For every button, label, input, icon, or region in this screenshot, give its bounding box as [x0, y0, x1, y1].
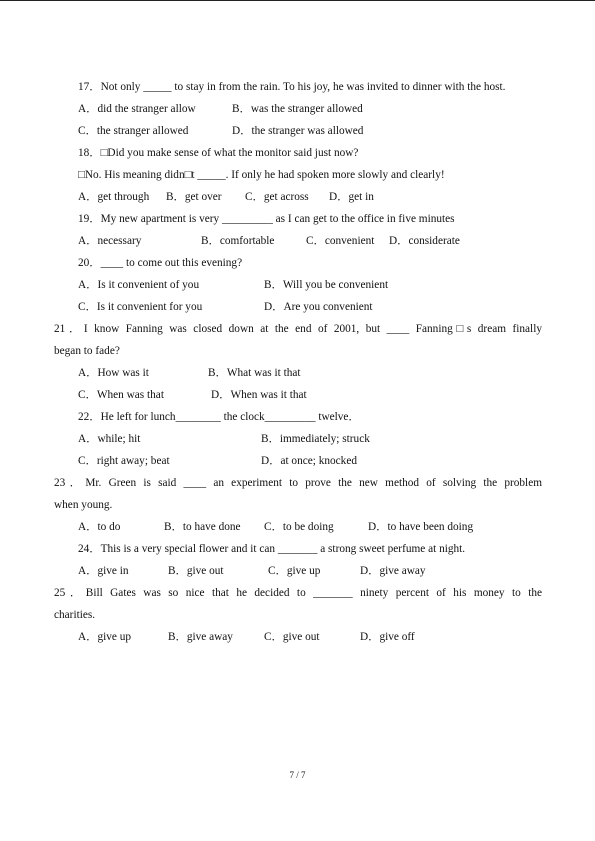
- option-c[interactable]: C．When was that: [78, 389, 164, 401]
- question-17-stem: 17．Not only _____ to stay in from the rain. To his joy, he was invited to dinner with the host.: [78, 81, 506, 93]
- option-d[interactable]: D．When was it that: [211, 389, 307, 401]
- option-a[interactable]: A．Is it convenient of you: [78, 279, 200, 291]
- page-number: 7 / 7: [289, 770, 306, 780]
- option-c[interactable]: C．right away; beat: [78, 455, 170, 467]
- top-rule: [0, 0, 595, 1]
- option-a[interactable]: A．to do: [78, 521, 121, 533]
- option-b[interactable]: B．give out: [168, 565, 224, 577]
- question-22-options-row1: [0, 428, 595, 450]
- option-b[interactable]: B．immediately; struck: [261, 433, 370, 445]
- option-c[interactable]: C．the stranger allowed: [78, 125, 189, 137]
- option-b[interactable]: B．What was it that: [208, 367, 301, 379]
- question-25-stem: 25．Bill Gates was so nice that he decided to _______ ninety percent of his money to the: [54, 587, 542, 599]
- option-a[interactable]: A．get through: [78, 191, 150, 203]
- option-b[interactable]: B．comfortable: [201, 235, 275, 247]
- question-19-options: [0, 230, 595, 252]
- option-c[interactable]: C．give out: [264, 631, 320, 643]
- option-a[interactable]: A．How was it: [78, 367, 149, 379]
- question-19-stem: 19．My new apartment is very _________ as I can get to the office in five minutes: [78, 213, 455, 225]
- option-b[interactable]: B．to have done: [164, 521, 241, 533]
- question-23-stem: 23．Mr. Green is said ____ an experiment to prove the new method of solving the problem: [54, 477, 542, 489]
- question-23-options: [0, 516, 595, 538]
- option-d[interactable]: D．at once; knocked: [261, 455, 357, 467]
- option-c[interactable]: C．give up: [268, 565, 321, 577]
- option-d[interactable]: D．Are you convenient: [264, 301, 373, 313]
- option-a[interactable]: A．give up: [78, 631, 132, 643]
- question-24-options: [0, 560, 595, 582]
- option-c[interactable]: C．convenient: [306, 235, 375, 247]
- option-d[interactable]: D．the stranger was allowed: [232, 125, 364, 137]
- option-a[interactable]: A．while; hit: [78, 433, 141, 445]
- question-25-options: [0, 626, 595, 648]
- question-20-options-row1: [0, 274, 595, 296]
- question-20-options-row2: [0, 296, 595, 318]
- option-a[interactable]: A．give in: [78, 565, 129, 577]
- option-d[interactable]: D．get in: [329, 191, 374, 203]
- option-c[interactable]: C．get across: [245, 191, 309, 203]
- question-24-stem: 24．This is a very special flower and it can _______ a strong sweet perfume at night.: [78, 543, 466, 555]
- question-23-stem-cont: when young.: [54, 499, 113, 511]
- option-b[interactable]: B．get over: [166, 191, 222, 203]
- question-18-stem: 18．□Did you make sense of what the monitor said just now?: [78, 147, 359, 159]
- option-b[interactable]: B．Will you be convenient: [264, 279, 389, 291]
- question-17-options-row2: [0, 120, 595, 142]
- question-18-dialogue: □No. His meaning didn□t _____. If only he had spoken more slowly and clearly!: [78, 169, 445, 181]
- question-list: [0, 76, 595, 648]
- question-25-stem-cont: charities.: [54, 609, 96, 621]
- option-d[interactable]: D．give off: [360, 631, 415, 643]
- option-b[interactable]: B．was the stranger allowed: [232, 103, 363, 115]
- question-21-options-row2: [0, 384, 595, 406]
- option-d[interactable]: D．give away: [360, 565, 426, 577]
- option-b[interactable]: B．give away: [168, 631, 233, 643]
- option-d[interactable]: D．considerate: [389, 235, 460, 247]
- option-a[interactable]: A．necessary: [78, 235, 142, 247]
- question-17-options-row1: [0, 98, 595, 120]
- option-d[interactable]: D．to have been doing: [368, 521, 474, 533]
- question-22-options-row2: [0, 450, 595, 472]
- question-18-options: [0, 186, 595, 208]
- question-21-stem-cont: began to fade?: [54, 345, 120, 357]
- option-a[interactable]: A．did the stranger allow: [78, 103, 196, 115]
- option-c[interactable]: C．to be doing: [264, 521, 334, 533]
- option-c[interactable]: C．Is it convenient for you: [78, 301, 203, 313]
- question-20-stem: 20．____ to come out this evening?: [78, 257, 243, 269]
- question-22-stem: 22．He left for lunch________ the clock_________ twelve．: [78, 411, 360, 423]
- question-21-options-row1: [0, 362, 595, 384]
- question-21-stem: 21．I know Fanning was closed down at the end of 2001, but ____ Fanning□s dream finally: [54, 323, 542, 335]
